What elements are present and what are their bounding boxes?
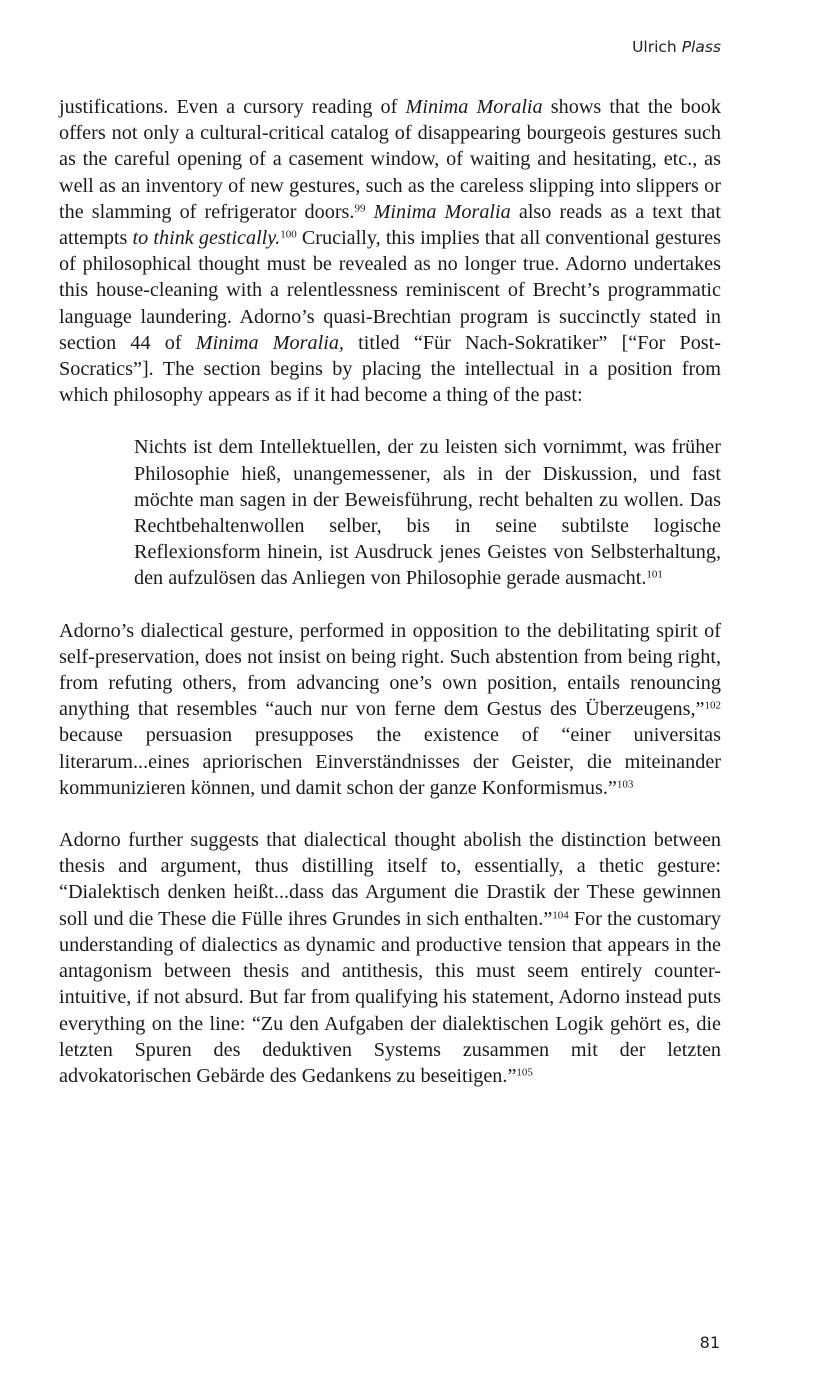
block-quote bbox=[134, 434, 721, 591]
text-run: For the customary understanding of dialectics as dynamic and productive tension that appears in the antagonism between thesis and antithesis, this must seem entirely counter-intuitive, if not absurd. But far from qualifying his statement, Adorno instead puts everything on the line: “Zu den Aufgaben der dialektischen Logik gehört es, die letzten Spuren des deduktiven Systems zusammen mit der letzten advokatorischen Gebärde des Gedankens zu beseitigen.” bbox=[59, 907, 721, 1087]
footnote-ref: 105 bbox=[516, 1066, 533, 1079]
footnote-ref: 101 bbox=[646, 568, 663, 581]
text-run: titled “Für Nach-Sokratiker” [“For Post-Socratics”]. The section begins by placing the intellectual in a position from which philosophy appears as if it had become a thing of the past: bbox=[59, 331, 721, 407]
text-run: Crucially, this implies that all conventional gestures of philosophical thought must be revealed as no longer true. Adorno undertakes this house-cleaning with a relentlessness reminiscent of Brecht’s programmatic language laundering. Adorno’s quasi-Brechtian program is succinctly stated in section 44 of bbox=[59, 227, 721, 354]
text-run: justifications. Even a cursory reading of bbox=[59, 96, 406, 118]
italic-phrase: to think gestically. bbox=[132, 227, 281, 250]
italic-title: Minima Moralia bbox=[405, 96, 543, 118]
page-number: 81 bbox=[699, 1333, 720, 1352]
italic-title: Minima Moralia bbox=[373, 200, 511, 223]
text-run: Adorno’s dialectical gesture, performed in opposition to the debilitating spirit of self-preservation, does not insist on being right. Such abstention from being right, from refuting others, from advancing one’s own position, entails renouncing anything that resembles “auch nur von ferne dem Gestus des Überzeugens,” bbox=[59, 619, 721, 721]
footnote-ref: 103 bbox=[616, 778, 634, 791]
main-text bbox=[59, 94, 721, 1089]
author-last-name: Plass bbox=[681, 38, 721, 56]
paragraph-3 bbox=[59, 827, 721, 1089]
text-run: shows that the book offers not only a cultural-critical catalog of disappearing bourgeois gestures such as the careful opening of a casement window, of waiting and hesitating, etc., as well as an inventory of new gestures, such as the careless slipping into slippers or the slamming of refrigerator doors. bbox=[59, 96, 721, 223]
paragraph-2 bbox=[59, 618, 721, 801]
quote-text: Nichts ist dem Intellektuellen, der zu leisten sich vornimmt, was früher Philosophie hieß, unangemessener, als in der Diskussion, und fast möchte man sagen in der Beweisführung, recht behalten zu wollen. Das Rechtbehaltenwollen selber, bis in seine subtilste logische Reflexionsform hinein, ist Ausdruck jenes Geistes von Selbsterhaltung, den aufzulösen das Anliegen von Philosophie gerade ausmacht. bbox=[134, 436, 721, 590]
text-run: because persuasion presupposes the existence of “einer universitas literarum...eines apriorischen Einverständnisses der Geister, die miteinander kommunizieren können, und damit schon der ganze Konformismus.” bbox=[59, 724, 721, 799]
paragraph-1 bbox=[59, 94, 721, 408]
footnote-ref: 99 bbox=[354, 202, 366, 215]
text-run bbox=[365, 201, 373, 223]
running-head bbox=[632, 38, 721, 56]
text-run: also reads as a text that attempts bbox=[59, 200, 721, 250]
italic-title: Minima Moralia, bbox=[195, 331, 344, 354]
author-first-name: Ulrich bbox=[632, 38, 677, 56]
text-run: Adorno further suggests that dialectical thought abolish the distinction between thesis and argument, thus distilling itself to, essentially, a thetic gesture: “Dialektisch denken heißt...dass das Argument die Drastik der These gewinnen soll und die These die Fülle ihres Grundes in sich enthalten.” bbox=[59, 829, 721, 930]
footnote-ref: 104 bbox=[552, 909, 569, 922]
footnote-ref: 102 bbox=[704, 699, 721, 712]
footnote-ref: 100 bbox=[280, 228, 297, 241]
